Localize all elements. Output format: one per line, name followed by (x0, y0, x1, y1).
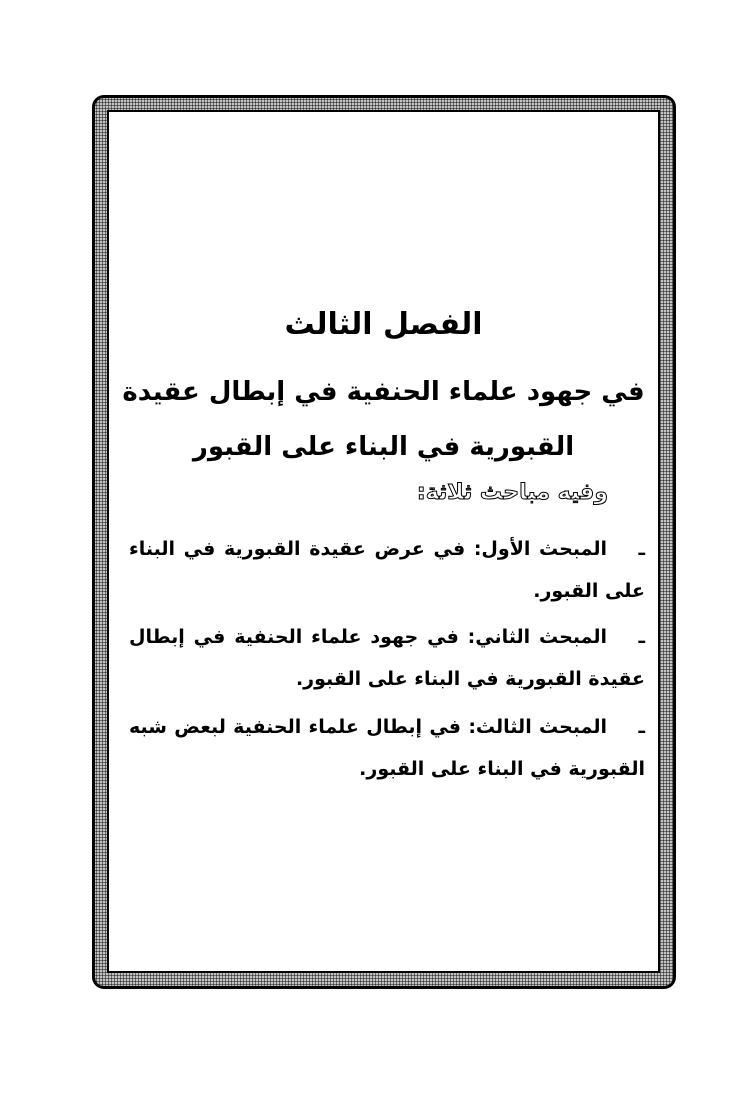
section-item-2 (129, 616, 645, 700)
sections-intro: وفيه مباحث ثلاثة: (416, 480, 608, 505)
section-item-1 (129, 528, 645, 612)
section-text: المبحث الثالث: في إبطال علماء الحنفية لبعض شبه القبورية في البناء على القبور. (129, 716, 645, 780)
chapter-title: الفصل الثالث (284, 307, 483, 342)
section-text: المبحث الثاني: في جهود علماء الحنفية في إبطال عقيدة القبورية في البناء على القبور. (129, 626, 645, 690)
chapter-content (107, 110, 660, 973)
section-text: المبحث الأول: في عرض عقيدة القبورية في البناء على القبور. (129, 538, 645, 602)
section-dash: ـ (638, 716, 645, 738)
section-dash: ـ (638, 538, 645, 560)
chapter-subtitle: في جهود علماء الحنفية في إبطال عقيدة القبورية في البناء على القبور (122, 377, 645, 462)
section-dash: ـ (638, 626, 645, 648)
section-item-3 (129, 706, 645, 790)
